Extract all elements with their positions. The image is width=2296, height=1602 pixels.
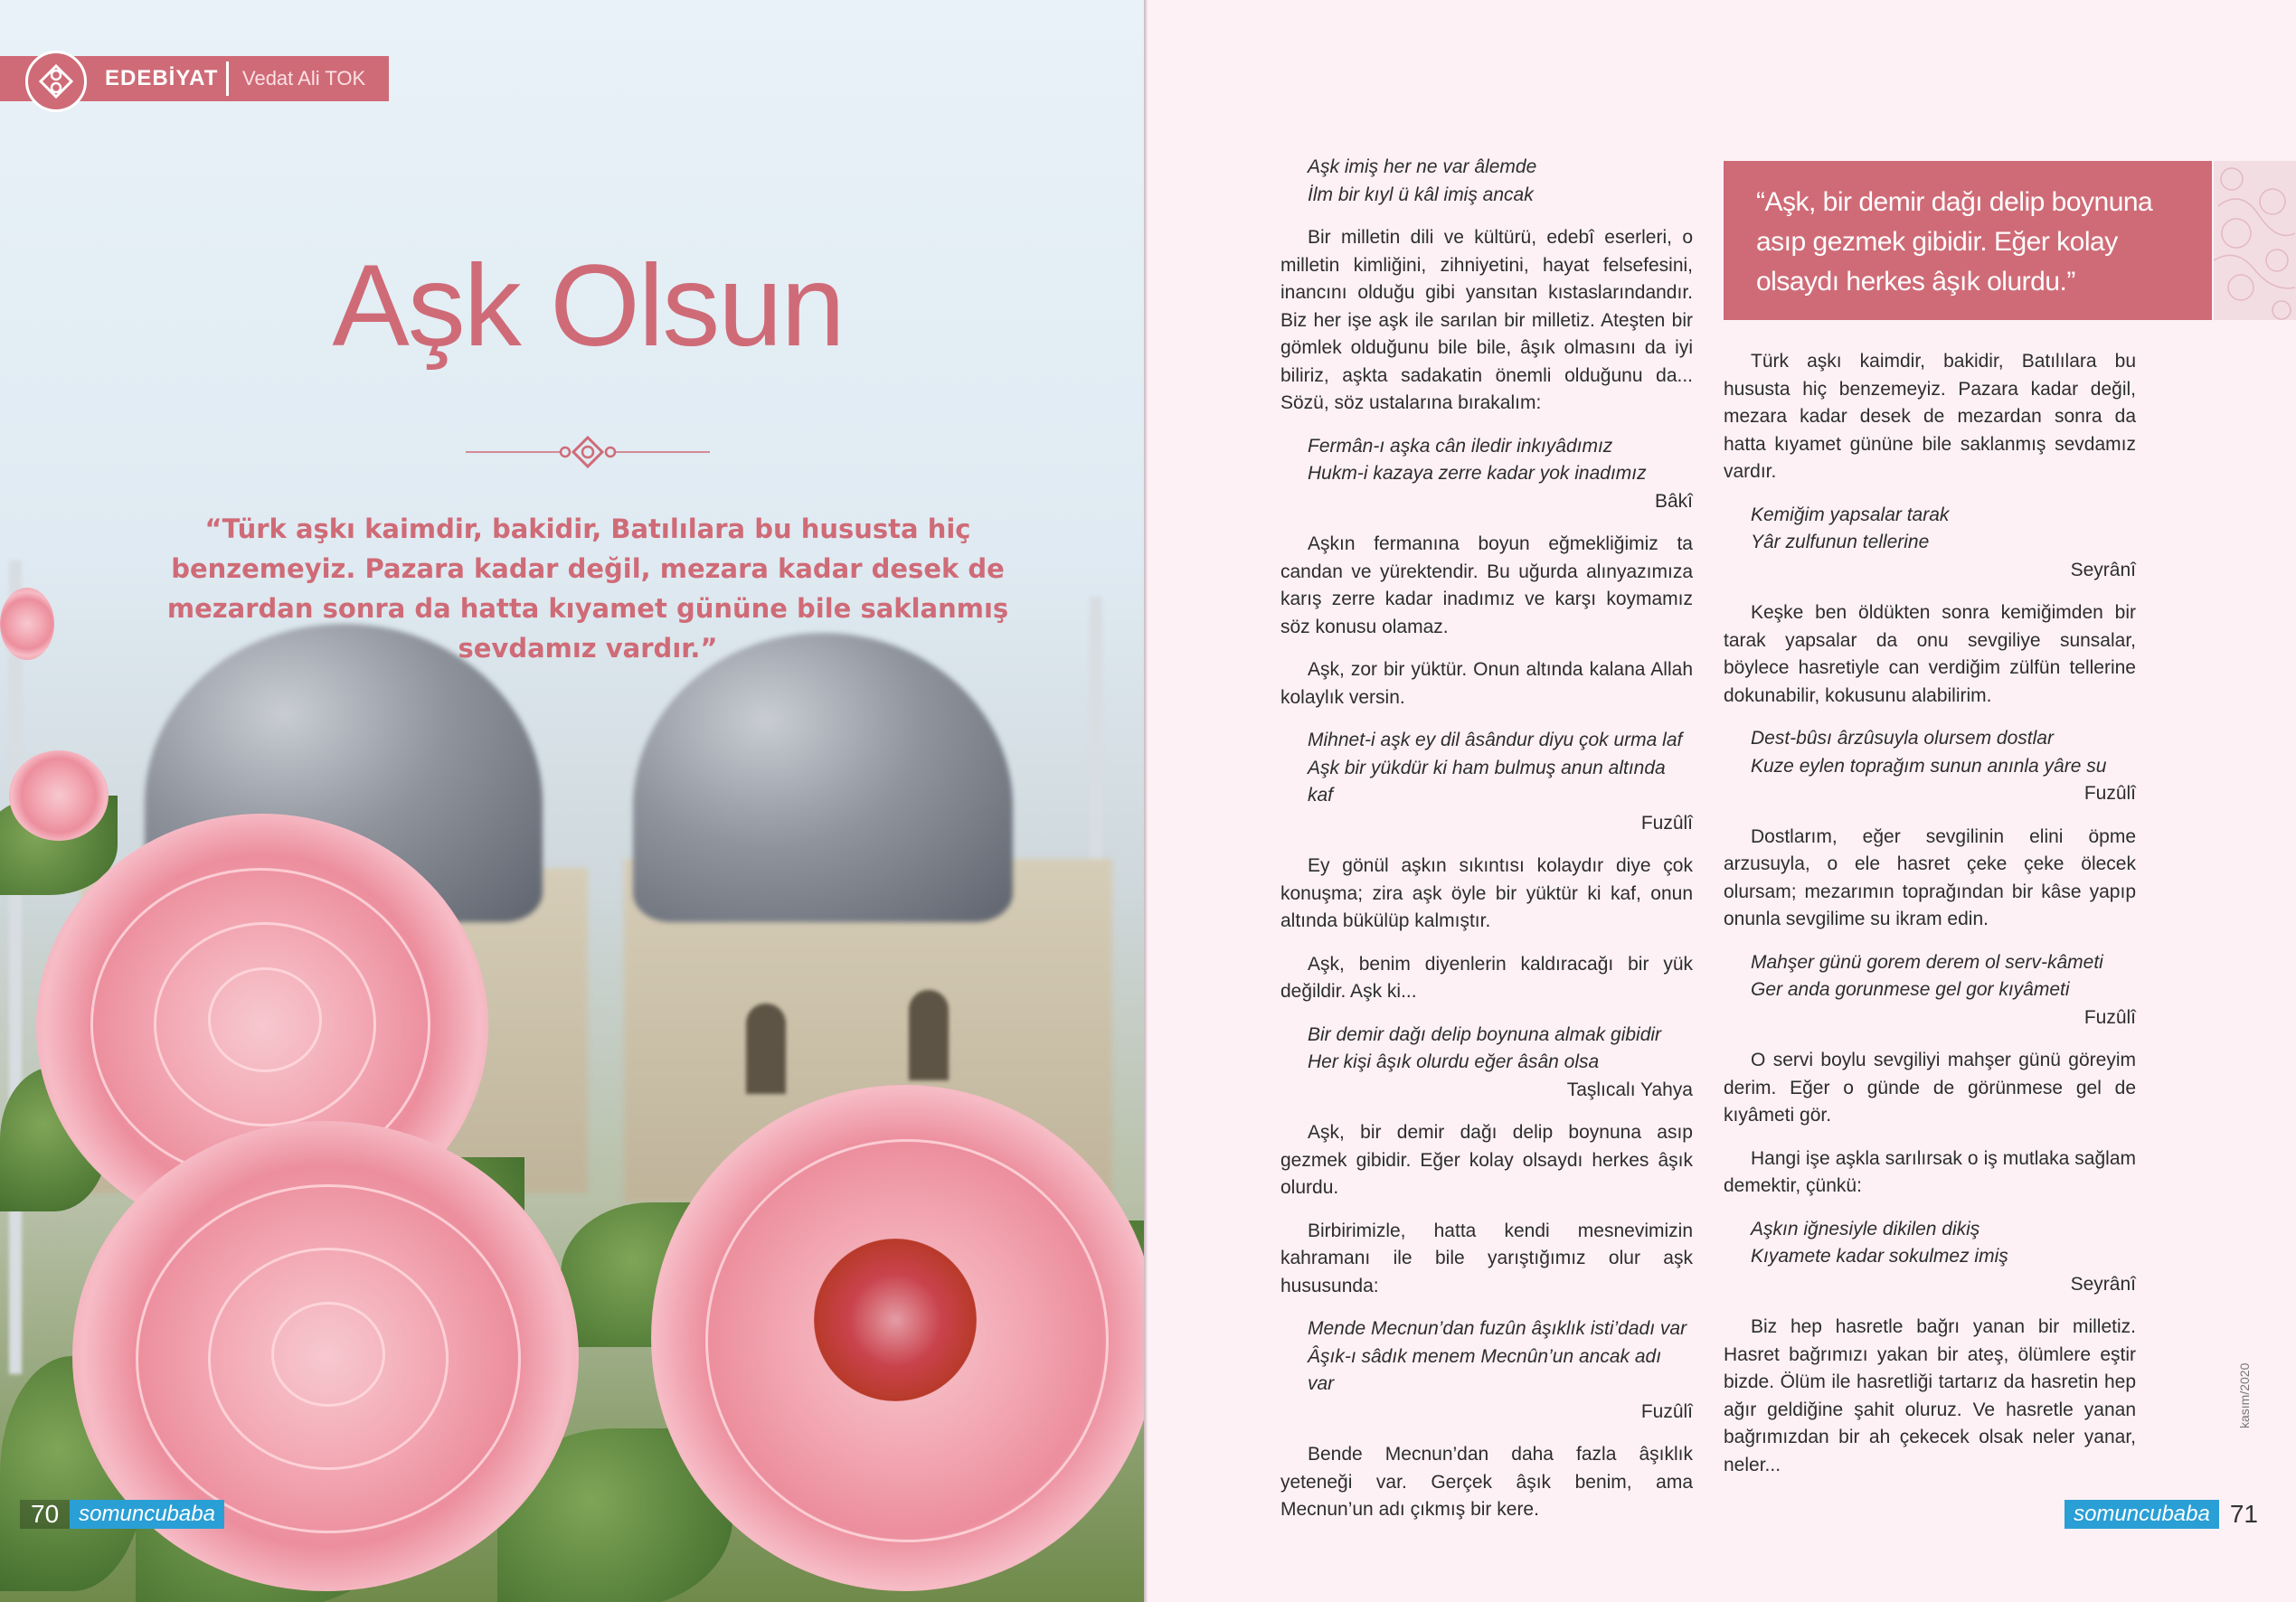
brand-logo: somuncubaba	[2065, 1500, 2219, 1529]
poet-name: Fuzûlî	[2083, 783, 2136, 804]
pull-quote: “Türk aşkı kaimdir, bakidir, Batılılara bu hususta hiç benzemeyiz. Pazara kadar değil, mezara kadar desek de mezardan sonra da hatta kıyamet gününe bile saklanmış sevdamız vardır.”	[166, 514, 1009, 664]
poet-name: Taşlıcalı Yahya	[1566, 1079, 1693, 1100]
verse-line: Aşk bir yükdür ki ham bulmuş anun altında kaf	[1308, 757, 1666, 806]
verse-line: Âşık-ı sâdık menem Mecnûn’un ancak adı var	[1308, 1345, 1662, 1394]
verse-line: Hukm-i kazaya zerre kadar yok inadımız	[1308, 463, 1647, 484]
paragraph: Bir milletin dili ve kültürü, edebî eserleri, o milletin kimliğini, zihniyetini, hayat felsefesini, inancını olduğu gibi yansıtan kıstaslarındandır. Biz her işe aşk ile sarılan bir milletiz. Ateşten bir gömlek olduğunu bile bile, âşık olmasını da iyi biliriz, aşkta sadakatin önemli olduğunu da... Sözü, söz ustalarına bırakalım:	[1280, 227, 1693, 413]
verse-block	[1280, 433, 1693, 488]
floral-pattern-icon	[2214, 161, 2296, 320]
page-footer-left	[20, 1496, 224, 1532]
diamond-logo-icon	[25, 51, 87, 112]
text-column-2	[1724, 348, 2136, 1494]
poet-name: Fuzûlî	[1640, 812, 1693, 834]
verse-block	[1724, 502, 2136, 557]
section-header	[0, 56, 389, 101]
paragraph: Bende Mecnun’dan daha fazla âşıklık yeteneği var. Gerçek âşık benim, ama Mecnun’un adı çıkmış bir kere.	[1280, 1444, 1693, 1520]
poet-name: Bâkî	[1654, 490, 1693, 512]
poet-name: Seyrânî	[2070, 1273, 2136, 1295]
verse-block	[1724, 949, 2136, 1004]
verse-block	[1280, 1315, 1693, 1399]
verse-line: Mahşer günü gorem derem ol serv-kâmeti	[1751, 951, 2103, 973]
verse-block	[1724, 725, 2136, 780]
poet-name: Seyrânî	[2070, 559, 2136, 580]
paragraph: O servi boylu sevgiliyi mahşer günü göreyim derim. Eğer o günde de görünmese gel de kıyâmeti gör.	[1724, 1050, 2136, 1126]
paragraph: Birbirimizle, hatta kendi mesnevimizin kahramanı ile bile yarıştığımız olur aşk hususunda:	[1280, 1220, 1693, 1296]
poet-name: Fuzûlî	[2083, 1006, 2136, 1028]
paragraph: Biz hep hasretle bağrı yanan bir milletiz. Hasret bağrımızı yakan bir ateş, ölümlere eştir bizde. Ölüm ile hasretliği tartarız da hasretin hep ağır geldiğine şahit oluruz. Ve hasretle yanan bağrımızdan bir ah çekecek olsak neler yanar, neler...	[1724, 1316, 2136, 1475]
author-name: Vedat Ali TOK	[242, 67, 366, 90]
verse-line: Aşk imiş her ne var âlemde	[1308, 156, 1537, 177]
verse-line: Mihnet-i aşk ey dil âsândur diyu çok urma laf	[1308, 730, 1683, 750]
article-title: Aşk Olsun	[332, 241, 844, 371]
verse-line: Kıyamete kadar sokulmez imiş	[1751, 1246, 2008, 1267]
verse-block	[1280, 727, 1693, 810]
issue-date: kasım/2020	[2237, 1362, 2252, 1428]
paragraph: Aşk, benim diyenlerin kaldıracağı bir yük değildir. Aşk ki...	[1280, 953, 1693, 1002]
verse-line: Kemiğim yapsalar tarak	[1751, 504, 1950, 525]
verse-line: Bir demir dağı delip boynuna almak gibidir	[1308, 1023, 1662, 1045]
pull-quote-box	[1724, 161, 2212, 320]
verse-line: Yâr zulfunun tellerine	[1751, 532, 1930, 552]
verse-line: Fermân-ı aşka cân iledir inkıyâdımız	[1308, 435, 1613, 457]
paragraph: Keşke ben öldükten sonra kemiğimden bir tarak yapsalar da onu sevgiliye sunsalar, böylece hasretiyle can verdiğim zülfün tellerine dokunabilir, kokusunu alabilirim.	[1724, 602, 2136, 706]
paragraph: Dostlarım, eğer sevgilinin elini öpme arzusuyla, o ele hasret çeke çeke ölecek olursam; mezarımın toprağından bir kâse yapıp onunla sevgilime su ikram edin.	[1724, 825, 2136, 929]
paragraph: Aşk, zor bir yüktür. Onun altında kalana Allah kolaylık versin.	[1280, 659, 1693, 708]
verse-line: Dest-bûsı ârzûsuyla olursem dostlar	[1751, 728, 2054, 749]
pull-quote-text: “Aşk, bir demir dağı delip boynuna asıp gezmek gibidir. Eğer kolay olsaydı herkes âşık olurdu.”	[1756, 187, 2153, 297]
verse-line: İlm bir kıyl ü kâl imiş ancak	[1308, 184, 1534, 205]
verse-line: Aşkın iğnesiyle dikilen dikiş	[1751, 1218, 1980, 1239]
verse-block	[1280, 1022, 1693, 1077]
page-spine	[1144, 0, 1148, 1602]
paragraph: Türk aşkı kaimdir, bakidir, Batılılara bu hususta hiç benzemeyiz. Pazara kadar değil, mezara kadar desek de mezardan sonra da hatta kıyamet gününe bile saklanmış sevdamız vardır.	[1724, 351, 2136, 482]
ornament-divider-icon	[466, 434, 710, 470]
brand-logo: somuncubaba	[70, 1500, 224, 1529]
verse-line: Ger anda gorunmese gel gor kıyâmeti	[1751, 979, 2070, 1000]
paragraph: Aşk, bir demir dağı delip boynuna asıp gezmek gibidir. Eğer kolay olsaydı herkes âşık olurdu.	[1280, 1122, 1693, 1198]
page-footer-right	[2065, 1496, 2269, 1532]
verse-line: Her kişi âşık olurdu eğer âsân olsa	[1308, 1051, 1600, 1072]
paragraph: Ey gönül aşkın sıkıntısı kolaydır diye çok konuşma; zira aşk öyle bir yüktür ki kaf, onun altında bükülüp kalmıştır.	[1280, 855, 1693, 931]
poet-name: Fuzûlî	[1640, 1400, 1693, 1422]
paragraph: Aşkın fermanına boyun eğmekliğimiz ta candan ve yürektendir. Bu uğurda alınyazımıza karış zerre kadar inadımız ve karşı koymamız söz konusu olamaz.	[1280, 533, 1693, 637]
text-column-1	[1280, 154, 1693, 1540]
verse-line: Mende Mecnun’dan fuzûn âşıklık isti’dadı var	[1308, 1318, 1687, 1339]
section-label: EDEBİYAT	[105, 66, 219, 90]
verse-line: Kuze eylen toprağım sunun anınla yâre su	[1751, 755, 2107, 777]
paragraph: Hangi işe aşkla sarılırsak o iş mutlaka sağlam demektir, çünkü:	[1724, 1147, 2136, 1196]
page-number: 71	[2229, 1500, 2258, 1528]
verse-block	[1280, 154, 1693, 209]
header-divider	[226, 61, 229, 96]
left-page	[0, 0, 1147, 1602]
page-number: 70	[20, 1500, 70, 1529]
verse-block	[1724, 1216, 2136, 1271]
